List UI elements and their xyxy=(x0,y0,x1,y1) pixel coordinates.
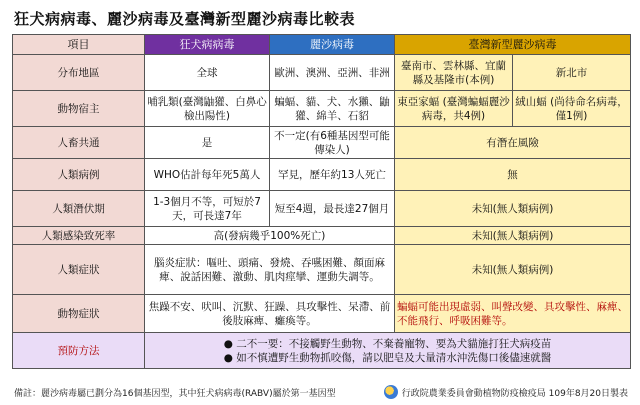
header-rabies: 狂犬病病毒 xyxy=(145,35,270,55)
cell-lyssa-cases: 罕見，歷年約13人死亡 xyxy=(270,159,395,191)
table-row-symptoms xyxy=(13,245,631,295)
row-label-host: 動物宿主 xyxy=(13,91,145,127)
cell-shared-symptoms: 腦炎症狀：嘔吐、頭痛、發燒、吞嚥困難、顏面麻痺、說話困難、激動、肌肉痙攣、運動失調等。 xyxy=(145,245,395,295)
row-label-fatality: 人類感染致死率 xyxy=(13,227,145,245)
cell-taiwan-cases: 無 xyxy=(395,159,631,191)
cell-shared-animal-symptoms: 焦躁不安、吠叫、沉默、狂躁、具攻擊性、呆滯、前後肢麻痺、癱瘓等。 xyxy=(145,295,395,333)
agency-text: 行政院農業委員會動植物防疫檢疫局 109年8月20日製表 xyxy=(401,388,628,399)
header-row xyxy=(13,35,631,55)
row-label-zoonotic: 人畜共通 xyxy=(13,127,145,159)
table-row-cases xyxy=(13,159,631,191)
table-row-prevention xyxy=(13,333,631,369)
cell-taiwan-distribution-a: 臺南市、雲林縣、宜蘭縣及基隆市(本例) xyxy=(395,55,513,91)
row-label-distribution: 分布地區 xyxy=(13,55,145,91)
table-row-host xyxy=(13,91,631,127)
cell-rabies-zoonotic: 是 xyxy=(145,127,270,159)
page-title: 狂犬病病毒、麗沙病毒及臺灣新型麗沙病毒比較表 xyxy=(14,10,356,28)
footnote: 備註：麗沙病毒屬已劃分為16個基因型，其中狂犬病病毒(RABV)屬於第一基因型 xyxy=(14,389,336,399)
cell-lyssa-incubation: 短至4週，最長達27個月 xyxy=(270,191,395,227)
cell-shared-fatality: 高(發病幾乎100%死亡) xyxy=(145,227,395,245)
cell-taiwan-incubation: 未知(無人類病例) xyxy=(395,191,631,227)
row-label-cases: 人類病例 xyxy=(13,159,145,191)
cell-taiwan-host-b: 絨山蝠 (尚待命名病毒，僅1例) xyxy=(513,91,631,127)
row-label-symptoms: 人類症狀 xyxy=(13,245,145,295)
table-row-fatality xyxy=(13,227,631,245)
cell-taiwan-host-a: 東亞家蝠 (臺灣蝙蝠麗沙病毒，共4例) xyxy=(395,91,513,127)
cell-prevention xyxy=(145,333,631,369)
row-label-animal-symptoms: 動物症狀 xyxy=(13,295,145,333)
cell-taiwan-zoonotic: 有潛在風險 xyxy=(395,127,631,159)
header-lyssa: 麗沙病毒 xyxy=(270,35,395,55)
cell-taiwan-animal-symptoms: 蝙蝠可能出現虛弱、叫聲改變、具攻擊性、麻痺、不能飛行、呼吸困難等。 xyxy=(395,295,631,333)
cell-rabies-distribution: 全球 xyxy=(145,55,270,91)
header-item: 項目 xyxy=(13,35,145,55)
comparison-table xyxy=(12,34,631,369)
cell-rabies-cases: WHO估計每年死5萬人 xyxy=(145,159,270,191)
table-row-distribution xyxy=(13,55,631,91)
cell-rabies-incubation: 1-3個月不等，可短於7天，可長達7年 xyxy=(145,191,270,227)
table-row-incubation xyxy=(13,191,631,227)
agency-credit xyxy=(384,385,628,399)
cell-lyssa-host: 蝙蝠、貓、犬、水獺、鼬獾、綿羊、石貂 xyxy=(270,91,395,127)
prevention-line-1: ● 二不一要：不接觸野生動物、不棄養寵物、要為犬貓施打狂犬病疫苗 xyxy=(223,337,552,350)
cell-taiwan-fatality: 未知(無人類病例) xyxy=(395,227,631,245)
cell-rabies-host: 哺乳類(臺灣鼬獾、白鼻心檢出陽性) xyxy=(145,91,270,127)
header-taiwan: 臺灣新型麗沙病毒 xyxy=(395,35,631,55)
table-row-zoonotic xyxy=(13,127,631,159)
cell-taiwan-symptoms: 未知(無人類病例) xyxy=(395,245,631,295)
prevention-line-2: ● 如不慎遭野生動物抓咬傷，請以肥皂及大量清水沖洗傷口後儘速就醫 xyxy=(223,351,552,364)
cell-lyssa-zoonotic: 不一定(有6種基因型可能傳染人) xyxy=(270,127,395,159)
row-label-prevention: 預防方法 xyxy=(13,333,145,369)
cell-lyssa-distribution: 歐洲、澳洲、亞洲、非洲 xyxy=(270,55,395,91)
agency-logo-icon xyxy=(384,385,398,399)
row-label-incubation: 人類潛伏期 xyxy=(13,191,145,227)
table-row-animal-symptoms xyxy=(13,295,631,333)
cell-taiwan-distribution-b: 新北市 xyxy=(513,55,631,91)
